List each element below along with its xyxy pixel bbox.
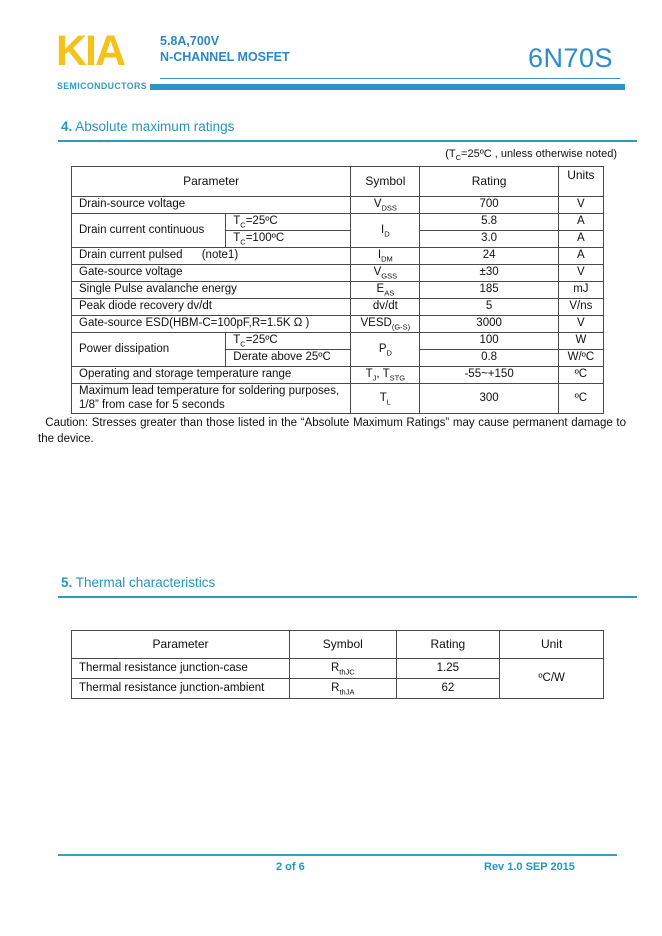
table-header-cell: Unit <box>500 631 604 659</box>
device-description <box>160 33 290 65</box>
table-cell: dv/dt <box>351 299 420 316</box>
table-cell: ºC/W <box>500 659 604 699</box>
table-cell: $T_C=25ºC$ <box>226 214 351 231</box>
table-cell: 300 <box>420 384 558 414</box>
table-cell: $T_C=25ºC$ <box>226 333 351 350</box>
section-5-heading <box>58 575 637 598</box>
table-cell: ºC <box>558 367 603 384</box>
table-cell: Gate-source voltage <box>72 265 351 282</box>
table-cell: Peak diode recovery dv/dt <box>72 299 351 316</box>
table-row <box>72 248 604 265</box>
part-number: 6N70S <box>527 43 613 73</box>
header-rule-thin <box>160 78 620 79</box>
table-cell: Gate-source ESD(HBM-C=100pF,R=1.5K Ω ) <box>72 316 351 333</box>
table-cell: Drain current continuous <box>72 214 226 248</box>
data-table <box>71 166 604 414</box>
table-row <box>72 367 604 384</box>
section-4-number: 4. <box>61 119 73 134</box>
table-row <box>72 167 604 197</box>
footer-rule <box>58 854 617 856</box>
table-cell: Operating and storage temperature range <box>72 367 351 384</box>
table-cell: Thermal resistance junction-ambient <box>72 679 290 699</box>
thermal-characteristics-table <box>71 630 604 699</box>
table-cell: Thermal resistance junction-case <box>72 659 290 679</box>
table-header-cell: Parameter <box>72 167 351 197</box>
table-cell: ºC <box>558 384 603 414</box>
table-cell: $T_J$, $T_{STG}$ <box>351 367 420 384</box>
table-cell: $E_{AS}$ <box>351 282 420 299</box>
footer-revision: Rev 1.0 SEP 2015 <box>484 861 575 873</box>
table-row <box>72 333 604 350</box>
table-cell: 3.0 <box>420 231 558 248</box>
table-cell: Single Pulse avalanche energy <box>72 282 351 299</box>
table-cell: Derate above 25ºC <box>226 350 351 367</box>
table-cell: $V_{GSS}$ <box>351 265 420 282</box>
section-4-title: Absolute maximum ratings <box>72 119 235 134</box>
table-header-cell: Parameter <box>72 631 290 659</box>
table-cell: $R_{thJC}$ <box>290 659 396 679</box>
table-row <box>72 659 604 679</box>
table-cell: $V_{DSS}$ <box>351 197 420 214</box>
table-header-cell: Units <box>558 167 603 197</box>
absolute-maximum-ratings-table <box>71 166 604 414</box>
table-row <box>72 631 604 659</box>
table-cell: $T_C=100ºC$ <box>226 231 351 248</box>
data-table <box>71 630 604 699</box>
table-cell: A <box>558 231 603 248</box>
table-cell: 185 <box>420 282 558 299</box>
table-cell: 700 <box>420 197 558 214</box>
table-cell: W <box>558 333 603 350</box>
table-cell: 24 <box>420 248 558 265</box>
header-rule-thick <box>150 84 625 90</box>
table-header-cell: Rating <box>396 631 500 659</box>
table-cell: $I_{DM}$ <box>351 248 420 265</box>
table-cell: 100 <box>420 333 558 350</box>
table-cell: V <box>558 316 603 333</box>
table-row <box>72 316 604 333</box>
table-cell: 62 <box>396 679 500 699</box>
table-row <box>72 299 604 316</box>
table-cell: W/ºC <box>558 350 603 367</box>
table-cell: mJ <box>558 282 603 299</box>
section-4-heading <box>58 119 637 142</box>
table-cell: A <box>558 248 603 265</box>
device-rating-line: 5.8A,700V <box>160 34 220 48</box>
table-cell: 5 <box>420 299 558 316</box>
table-cell: $I_D$ <box>351 214 420 248</box>
table-row <box>72 282 604 299</box>
table-cell: 0.8 <box>420 350 558 367</box>
table-cell: Drain current pulsed (note1) <box>72 248 351 265</box>
table-cell: -55~+150 <box>420 367 558 384</box>
table-cell: Power dissipation <box>72 333 226 367</box>
table-cell: 5.8 <box>420 214 558 231</box>
device-type-line: N-CHANNEL MOSFET <box>160 50 290 64</box>
table-row <box>72 197 604 214</box>
table-cell: $T_L$ <box>351 384 420 414</box>
table-row <box>72 384 604 414</box>
table-header-cell: Symbol <box>351 167 420 197</box>
table-cell: $R_{thJA}$ <box>290 679 396 699</box>
kia-logo: KIA <box>56 27 125 75</box>
table-header-cell: Rating <box>420 167 558 197</box>
caution-text: Caution: Stresses greater than those listed in the “Absolute Maximum Ratings” may cause permanent damage to the device. <box>38 416 626 445</box>
logo-subtext: SEMICONDUCTORS <box>57 81 147 91</box>
table-cell: V <box>558 197 603 214</box>
table-header-cell: Symbol <box>290 631 396 659</box>
footer-page-number: 2 of 6 <box>276 861 305 873</box>
table-row <box>72 265 604 282</box>
test-condition-note: ($T_C=25ºC$ , unless otherwise noted) <box>445 148 617 163</box>
table-cell: Drain-source voltage <box>72 197 351 214</box>
section-5-number: 5. <box>61 575 73 590</box>
table-row <box>72 214 604 231</box>
table-cell: $P_D$ <box>351 333 420 367</box>
section-5-title: Thermal characteristics <box>72 575 216 590</box>
table-cell: 3000 <box>420 316 558 333</box>
table-cell: Maximum lead temperature for soldering purposes, 1/8” from case for 5 seconds <box>72 384 351 414</box>
table-cell: A <box>558 214 603 231</box>
table-cell: ±30 <box>420 265 558 282</box>
table-cell: 1.25 <box>396 659 500 679</box>
table-cell: V/ns <box>558 299 603 316</box>
table-cell: V <box>558 265 603 282</box>
table-cell: $VESD_{(G-S)}$ <box>351 316 420 333</box>
